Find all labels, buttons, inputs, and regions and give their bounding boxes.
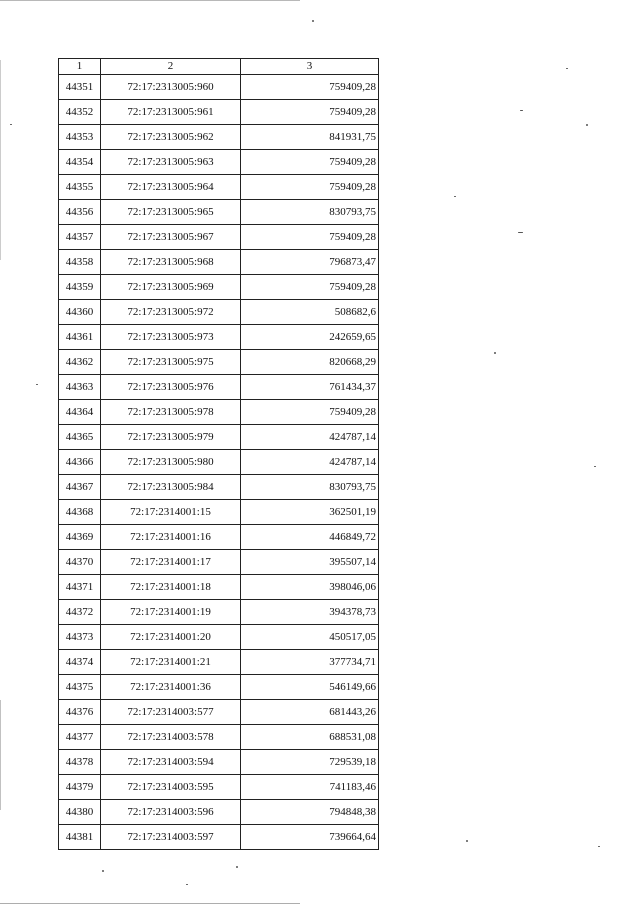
- table-row: [59, 425, 379, 450]
- cadastral-value-cell: 688531,08: [241, 725, 379, 750]
- cadastral-number-cell: 72:17:2313005:980: [101, 450, 241, 475]
- cadastral-number-cell: 72:17:2313005:964: [101, 175, 241, 200]
- row-number-cell: 44379: [59, 775, 101, 800]
- table-row: [59, 450, 379, 475]
- cadastral-number-cell: 72:17:2314003:578: [101, 725, 241, 750]
- cadastral-value-cell: 841931,75: [241, 125, 379, 150]
- cadastral-number-cell: 72:17:2314003:577: [101, 700, 241, 725]
- scan-speck: [312, 20, 314, 22]
- scan-speck: [598, 846, 600, 847]
- cadastral-number-cell: 72:17:2313005:967: [101, 225, 241, 250]
- row-number-cell: 44365: [59, 425, 101, 450]
- cadastral-value-cell: 759409,28: [241, 100, 379, 125]
- table-row: [59, 125, 379, 150]
- cadastral-value-cell: 508682,6: [241, 300, 379, 325]
- cadastral-value-cell: 759409,28: [241, 175, 379, 200]
- scan-speck: [36, 384, 38, 385]
- row-number-cell: 44377: [59, 725, 101, 750]
- row-number-cell: 44378: [59, 750, 101, 775]
- scan-speck: [518, 232, 523, 233]
- table-row: [59, 750, 379, 775]
- table-row: [59, 350, 379, 375]
- table-row: [59, 400, 379, 425]
- row-number-cell: 44351: [59, 75, 101, 100]
- row-number-cell: 44364: [59, 400, 101, 425]
- scan-speck: [454, 196, 456, 197]
- scan-edge-left: [0, 60, 1, 260]
- table-row: [59, 500, 379, 525]
- cadastral-value-cell: 761434,37: [241, 375, 379, 400]
- cadastral-value-cell: 242659,65: [241, 325, 379, 350]
- row-number-cell: 44368: [59, 500, 101, 525]
- table-row: [59, 375, 379, 400]
- table-body: [59, 75, 379, 850]
- cadastral-number-cell: 72:17:2313005:962: [101, 125, 241, 150]
- cadastral-value-cell: 424787,14: [241, 450, 379, 475]
- table-row: [59, 250, 379, 275]
- row-number-cell: 44371: [59, 575, 101, 600]
- table-row: [59, 675, 379, 700]
- cadastral-value-cell: 394378,73: [241, 600, 379, 625]
- cadastral-number-cell: 72:17:2313005:979: [101, 425, 241, 450]
- column-header-2: 2: [101, 59, 241, 75]
- cadastral-number-cell: 72:17:2313005:965: [101, 200, 241, 225]
- row-number-cell: 44356: [59, 200, 101, 225]
- scan-speck: [186, 884, 188, 885]
- row-number-cell: 44353: [59, 125, 101, 150]
- row-number-cell: 44352: [59, 100, 101, 125]
- cadastral-number-cell: 72:17:2314003:597: [101, 825, 241, 850]
- cadastral-number-cell: 72:17:2313005:963: [101, 150, 241, 175]
- cadastral-number-cell: 72:17:2314001:36: [101, 675, 241, 700]
- column-header-1: 1: [59, 59, 101, 75]
- row-number-cell: 44381: [59, 825, 101, 850]
- table-row: [59, 325, 379, 350]
- cadastral-value-cell: 446849,72: [241, 525, 379, 550]
- table-row: [59, 275, 379, 300]
- cadastral-value-cell: 759409,28: [241, 75, 379, 100]
- row-number-cell: 44358: [59, 250, 101, 275]
- cadastral-value-cell: 729539,18: [241, 750, 379, 775]
- row-number-cell: 44362: [59, 350, 101, 375]
- cadastral-number-cell: 72:17:2313005:975: [101, 350, 241, 375]
- cadastral-number-cell: 72:17:2313005:978: [101, 400, 241, 425]
- row-number-cell: 44366: [59, 450, 101, 475]
- cadastral-number-cell: 72:17:2313005:972: [101, 300, 241, 325]
- table-row: [59, 225, 379, 250]
- cadastral-value-cell: 739664,64: [241, 825, 379, 850]
- cadastral-value-cell: 395507,14: [241, 550, 379, 575]
- cadastral-number-cell: 72:17:2313005:976: [101, 375, 241, 400]
- table-row: [59, 75, 379, 100]
- row-number-cell: 44357: [59, 225, 101, 250]
- cadastral-value-cell: 681443,26: [241, 700, 379, 725]
- cadastral-number-cell: 72:17:2314001:16: [101, 525, 241, 550]
- cadastral-value-cell: 796873,47: [241, 250, 379, 275]
- scan-speck: [494, 352, 496, 354]
- cadastral-value-table: [58, 58, 379, 850]
- row-number-cell: 44376: [59, 700, 101, 725]
- table-row: [59, 650, 379, 675]
- cadastral-number-cell: 72:17:2313005:984: [101, 475, 241, 500]
- cadastral-value-cell: 398046,06: [241, 575, 379, 600]
- column-header-3: 3: [241, 59, 379, 75]
- cadastral-number-cell: 72:17:2313005:969: [101, 275, 241, 300]
- cadastral-value-cell: 377734,71: [241, 650, 379, 675]
- table-row: [59, 550, 379, 575]
- row-number-cell: 44372: [59, 600, 101, 625]
- row-number-cell: 44374: [59, 650, 101, 675]
- scan-edge-bottom: [0, 903, 300, 904]
- table-row: [59, 100, 379, 125]
- cadastral-number-cell: 72:17:2314003:594: [101, 750, 241, 775]
- cadastral-value-cell: 450517,05: [241, 625, 379, 650]
- cadastral-value-cell: 741183,46: [241, 775, 379, 800]
- cadastral-value-cell: 820668,29: [241, 350, 379, 375]
- cadastral-value-cell: 794848,38: [241, 800, 379, 825]
- table-row: [59, 200, 379, 225]
- row-number-cell: 44369: [59, 525, 101, 550]
- cadastral-number-cell: 72:17:2313005:960: [101, 75, 241, 100]
- row-number-cell: 44360: [59, 300, 101, 325]
- cadastral-number-cell: 72:17:2314001:21: [101, 650, 241, 675]
- cadastral-value-cell: 759409,28: [241, 225, 379, 250]
- row-number-cell: 44361: [59, 325, 101, 350]
- cadastral-value-cell: 759409,28: [241, 275, 379, 300]
- cadastral-value-cell: 759409,28: [241, 400, 379, 425]
- row-number-cell: 44370: [59, 550, 101, 575]
- table-row: [59, 300, 379, 325]
- table-row: [59, 525, 379, 550]
- cadastral-number-cell: 72:17:2314001:18: [101, 575, 241, 600]
- table-row: [59, 700, 379, 725]
- cadastral-value-cell: 362501,19: [241, 500, 379, 525]
- row-number-cell: 44380: [59, 800, 101, 825]
- cadastral-number-cell: 72:17:2314001:17: [101, 550, 241, 575]
- scan-speck: [566, 68, 568, 69]
- cadastral-number-cell: 72:17:2314003:596: [101, 800, 241, 825]
- table-row: [59, 800, 379, 825]
- cadastral-value-cell: 759409,28: [241, 150, 379, 175]
- cadastral-value-cell: 424787,14: [241, 425, 379, 450]
- row-number-cell: 44354: [59, 150, 101, 175]
- cadastral-value-cell: 830793,75: [241, 475, 379, 500]
- header-row: [59, 59, 379, 75]
- table-row: [59, 775, 379, 800]
- table-row: [59, 600, 379, 625]
- scan-speck: [594, 466, 596, 467]
- cadastral-number-cell: 72:17:2314001:19: [101, 600, 241, 625]
- row-number-cell: 44359: [59, 275, 101, 300]
- scan-edge-left-lower: [0, 700, 1, 810]
- scan-speck: [586, 124, 588, 126]
- cadastral-number-cell: 72:17:2313005:961: [101, 100, 241, 125]
- cadastral-value-cell: 546149,66: [241, 675, 379, 700]
- row-number-cell: 44355: [59, 175, 101, 200]
- scan-speck: [520, 110, 523, 111]
- scan-speck: [236, 866, 238, 868]
- table-row: [59, 150, 379, 175]
- table-row: [59, 475, 379, 500]
- scan-speck: [102, 870, 104, 872]
- cadastral-number-cell: 72:17:2313005:973: [101, 325, 241, 350]
- row-number-cell: 44373: [59, 625, 101, 650]
- table-row: [59, 575, 379, 600]
- row-number-cell: 44367: [59, 475, 101, 500]
- scan-speck: [10, 124, 12, 125]
- row-number-cell: 44363: [59, 375, 101, 400]
- cadastral-number-cell: 72:17:2313005:968: [101, 250, 241, 275]
- scan-speck: [466, 840, 468, 842]
- scan-edge-top: [0, 0, 300, 1]
- row-number-cell: 44375: [59, 675, 101, 700]
- cadastral-number-cell: 72:17:2314001:20: [101, 625, 241, 650]
- cadastral-value-cell: 830793,75: [241, 200, 379, 225]
- table-row: [59, 825, 379, 850]
- table-row: [59, 725, 379, 750]
- cadastral-number-cell: 72:17:2314001:15: [101, 500, 241, 525]
- cadastral-number-cell: 72:17:2314003:595: [101, 775, 241, 800]
- table-row: [59, 175, 379, 200]
- table-row: [59, 625, 379, 650]
